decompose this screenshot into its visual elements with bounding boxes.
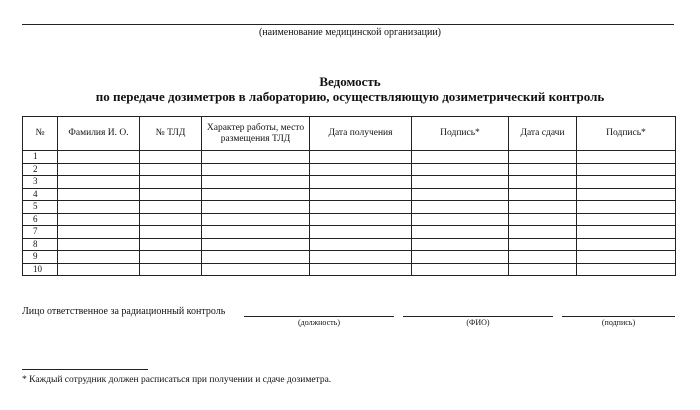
signature-received-cell[interactable] (412, 163, 509, 176)
work-nature-cell[interactable] (202, 213, 310, 226)
name-cell[interactable] (58, 238, 140, 251)
signature-returned-cell[interactable] (577, 251, 676, 264)
date-returned-cell[interactable] (509, 213, 577, 226)
date-received-cell[interactable] (310, 188, 412, 201)
signature-returned-cell[interactable] (577, 213, 676, 226)
table-row (23, 151, 676, 164)
date-returned-cell[interactable] (509, 251, 577, 264)
name-cell[interactable] (58, 226, 140, 239)
signature-returned-cell[interactable] (577, 238, 676, 251)
row-number: 3 (23, 176, 58, 189)
name-cell[interactable] (58, 213, 140, 226)
date-returned-cell[interactable] (509, 238, 577, 251)
row-number: 1 (23, 151, 58, 164)
row-number: 8 (23, 238, 58, 251)
name-cell[interactable] (58, 263, 140, 276)
tld-number-cell[interactable] (140, 251, 202, 264)
date-received-cell[interactable] (310, 226, 412, 239)
tld-number-cell[interactable] (140, 163, 202, 176)
date-returned-cell[interactable] (509, 176, 577, 189)
name-cell[interactable] (58, 163, 140, 176)
date-returned-cell[interactable] (509, 201, 577, 214)
row-number: 6 (23, 213, 58, 226)
tld-number-cell[interactable] (140, 226, 202, 239)
signature-received-cell[interactable] (412, 213, 509, 226)
work-nature-cell[interactable] (202, 226, 310, 239)
position-input-line[interactable] (244, 316, 394, 317)
work-nature-cell[interactable] (202, 238, 310, 251)
work-nature-cell[interactable] (202, 163, 310, 176)
signature-received-cell[interactable] (412, 176, 509, 189)
date-returned-cell[interactable] (509, 188, 577, 201)
tld-number-cell[interactable] (140, 151, 202, 164)
signature-received-cell[interactable] (412, 238, 509, 251)
table-row (23, 263, 676, 276)
position-caption: (должность) (298, 318, 340, 327)
tld-number-cell[interactable] (140, 188, 202, 201)
name-cell[interactable] (58, 188, 140, 201)
signature-caption: (подпись) (601, 318, 636, 327)
work-nature-cell[interactable] (202, 251, 310, 264)
date-returned-cell[interactable] (509, 226, 577, 239)
signature-received-cell[interactable] (412, 201, 509, 214)
col-signature-received-header: Подпись* (412, 117, 509, 151)
tld-number-cell[interactable] (140, 213, 202, 226)
signature-received-cell[interactable] (412, 151, 509, 164)
signature-returned-cell[interactable] (577, 163, 676, 176)
date-received-cell[interactable] (310, 213, 412, 226)
tld-number-cell[interactable] (140, 238, 202, 251)
date-returned-cell[interactable] (509, 263, 577, 276)
signature-input-line[interactable] (562, 316, 675, 317)
signature-received-cell[interactable] (412, 226, 509, 239)
col-date-returned-header: Дата сдачи (509, 117, 577, 151)
tld-number-cell[interactable] (140, 263, 202, 276)
table-row (23, 213, 676, 226)
tld-number-cell[interactable] (140, 201, 202, 214)
table-row (23, 251, 676, 264)
table-row (23, 176, 676, 189)
date-received-cell[interactable] (310, 163, 412, 176)
date-received-cell[interactable] (310, 263, 412, 276)
work-nature-cell[interactable] (202, 188, 310, 201)
col-number-header: № (23, 117, 58, 151)
table-row (23, 238, 676, 251)
row-number: 2 (23, 163, 58, 176)
name-cell[interactable] (58, 201, 140, 214)
table-row (23, 163, 676, 176)
footnote-separator (22, 369, 148, 370)
col-tld-number-header: № ТЛД (140, 117, 202, 151)
document-subtitle: по передаче дозиметров в лабораторию, осуществляющую дозиметрический контроль (95, 89, 605, 104)
work-nature-cell[interactable] (202, 201, 310, 214)
table-header-row (23, 117, 676, 151)
table-row (23, 201, 676, 214)
signature-returned-cell[interactable] (577, 176, 676, 189)
col-work-nature-header: Характер работы, место размещения ТЛД (202, 117, 310, 151)
date-received-cell[interactable] (310, 176, 412, 189)
date-returned-cell[interactable] (509, 163, 577, 176)
signature-returned-cell[interactable] (577, 188, 676, 201)
col-name-header: Фамилия И. О. (58, 117, 140, 151)
work-nature-cell[interactable] (202, 176, 310, 189)
signature-returned-cell[interactable] (577, 151, 676, 164)
footnote-text: * Каждый сотрудник должен расписаться при получении и сдаче дозиметра. (22, 375, 332, 385)
name-cell[interactable] (58, 176, 140, 189)
signature-received-cell[interactable] (412, 263, 509, 276)
name-caption: (ФИО) (466, 318, 490, 327)
signature-returned-cell[interactable] (577, 201, 676, 214)
responsible-person-label: Лицо ответственное за радиационный контроль (22, 306, 226, 317)
document-title: Ведомость (319, 74, 381, 89)
name-input-line[interactable] (403, 316, 553, 317)
date-returned-cell[interactable] (509, 151, 577, 164)
row-number: 5 (23, 201, 58, 214)
date-received-cell[interactable] (310, 201, 412, 214)
table-row (23, 226, 676, 239)
date-received-cell[interactable] (310, 251, 412, 264)
row-number: 7 (23, 226, 58, 239)
tld-number-cell[interactable] (140, 176, 202, 189)
signature-received-cell[interactable] (412, 188, 509, 201)
date-received-cell[interactable] (310, 151, 412, 164)
date-received-cell[interactable] (310, 238, 412, 251)
row-number: 4 (23, 188, 58, 201)
col-signature-returned-header: Подпись* (577, 117, 676, 151)
dosimeter-register-table (22, 116, 676, 276)
signature-returned-cell[interactable] (577, 226, 676, 239)
table-row (23, 188, 676, 201)
organization-name-line (22, 24, 674, 25)
work-nature-cell[interactable] (202, 151, 310, 164)
organization-caption: (наименование медицинской организации) (258, 27, 442, 38)
signature-returned-cell[interactable] (577, 263, 676, 276)
name-cell[interactable] (58, 251, 140, 264)
row-number: 9 (23, 251, 58, 264)
name-cell[interactable] (58, 151, 140, 164)
signature-received-cell[interactable] (412, 251, 509, 264)
row-number: 10 (23, 263, 58, 276)
col-date-received-header: Дата получения (310, 117, 412, 151)
work-nature-cell[interactable] (202, 263, 310, 276)
